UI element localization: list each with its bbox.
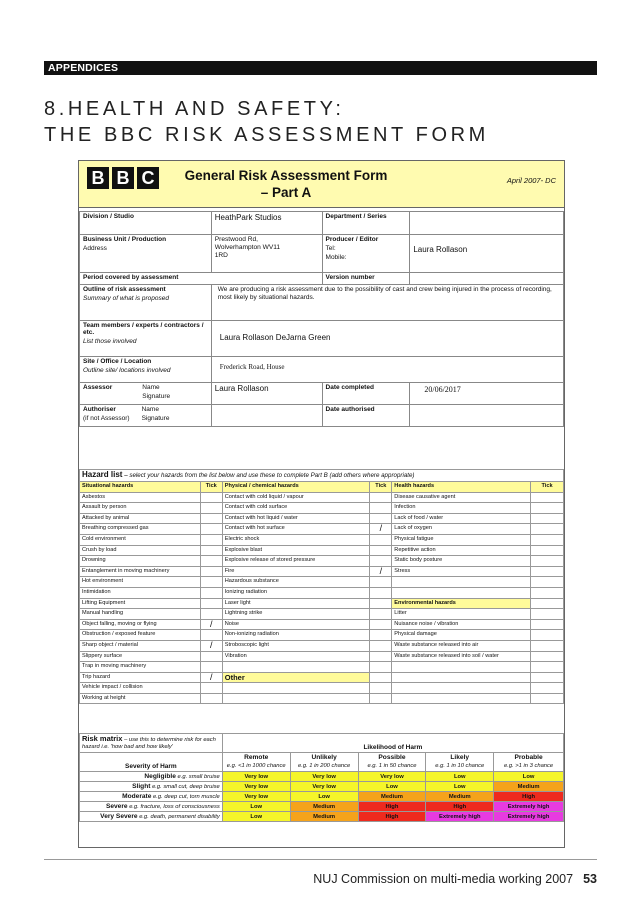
page-number: 53 bbox=[583, 872, 597, 886]
hazard-item: Stress bbox=[392, 566, 531, 577]
appendices-bar bbox=[44, 61, 597, 75]
department-value bbox=[410, 212, 564, 235]
hazard-list-title-row bbox=[80, 470, 564, 482]
severity-desc: e.g. small cut, deep bruise bbox=[152, 784, 220, 790]
authoriser-signature-label: Signature bbox=[141, 415, 170, 422]
risk-level-cell: Medium bbox=[494, 782, 564, 792]
hazard-tick-box[interactable] bbox=[531, 524, 564, 535]
hazard-item bbox=[392, 662, 531, 673]
hazard-item: Assault by person bbox=[80, 503, 201, 514]
hazard-item: Vehicle impact / collision bbox=[80, 683, 201, 694]
hazard-item bbox=[392, 672, 531, 683]
hazard-tick-box[interactable] bbox=[370, 640, 392, 651]
hazard-tick-box[interactable] bbox=[370, 672, 392, 683]
division-value: HeathPark Studios bbox=[211, 212, 322, 235]
form-date-code: April 2007- DC bbox=[506, 176, 556, 185]
likelihood-col-1 bbox=[290, 753, 358, 772]
risk-level-cell: Low bbox=[358, 782, 426, 792]
hazard-tick-box[interactable] bbox=[531, 609, 564, 620]
hazard-header-1: Tick bbox=[200, 482, 222, 493]
hazard-item: Working at height bbox=[80, 693, 201, 704]
risk-level-cell: Low bbox=[426, 772, 494, 782]
hazard-tick-box[interactable] bbox=[531, 513, 564, 524]
risk-level-cell: Very low bbox=[222, 772, 290, 782]
hazard-item: Other bbox=[222, 672, 370, 683]
risk-level-cell: Low bbox=[426, 782, 494, 792]
not-assessor-label: (if not Assessor) bbox=[83, 415, 130, 422]
assessor-value: Laura Rollason bbox=[211, 383, 322, 405]
form-header bbox=[79, 161, 564, 208]
hazard-tick-box[interactable] bbox=[200, 534, 222, 545]
likelihood-name: Probable bbox=[514, 754, 543, 761]
risk-matrix-title-cell bbox=[80, 734, 223, 753]
hazard-tick-box[interactable] bbox=[200, 503, 222, 514]
hazard-tick-box[interactable] bbox=[370, 651, 392, 662]
hazard-list-table bbox=[79, 469, 564, 704]
risk-matrix-row bbox=[80, 812, 564, 822]
likelihood-name: Unlikely bbox=[311, 754, 337, 761]
risk-matrix-table bbox=[79, 733, 564, 822]
likelihood-desc: e.g. 1 in 10 chance bbox=[435, 763, 485, 769]
team-cell bbox=[80, 321, 212, 357]
hazard-header-0: Situational hazards bbox=[80, 482, 201, 493]
site-value: Frederick Road, House bbox=[211, 357, 563, 383]
hazard-item: Sharp object / material bbox=[80, 640, 201, 651]
hazard-item: Intimidation bbox=[80, 587, 201, 598]
form-title-line1: General Risk Assessment Form bbox=[184, 168, 388, 183]
hazard-tick-box[interactable] bbox=[200, 545, 222, 556]
hazard-header-3: Tick bbox=[370, 482, 392, 493]
risk-level-cell: Medium bbox=[426, 792, 494, 802]
severity-name: Severe bbox=[105, 803, 128, 810]
hazard-tick-box[interactable]: / bbox=[370, 566, 392, 577]
hazard-item bbox=[392, 587, 531, 598]
hazard-tick-box[interactable] bbox=[200, 513, 222, 524]
likelihood-desc: e.g. >1 in 3 chance bbox=[504, 763, 554, 769]
hazard-item: Static body posture bbox=[392, 556, 531, 567]
hazard-item: Contact with cold surface bbox=[222, 503, 370, 514]
hazard-tick-box[interactable] bbox=[370, 492, 392, 503]
hazard-item: Contact with hot liquid / water bbox=[222, 513, 370, 524]
hazard-item: Crush by load bbox=[80, 545, 201, 556]
outline-cell bbox=[80, 285, 212, 321]
hazard-item: Infection bbox=[392, 503, 531, 514]
hazard-tick-box[interactable] bbox=[370, 630, 392, 641]
hazard-row bbox=[80, 577, 564, 588]
address-line3: 1RD bbox=[214, 252, 228, 259]
hazard-item: Environmental hazards bbox=[392, 598, 531, 609]
producer-cell bbox=[322, 235, 410, 273]
hazard-item: Entanglement in moving machinery bbox=[80, 566, 201, 577]
hazard-item: Nuisance noise / vibration bbox=[392, 619, 531, 630]
hazard-tick-box[interactable] bbox=[200, 566, 222, 577]
hazard-tick-box[interactable] bbox=[200, 651, 222, 662]
severity-name: Negligible bbox=[144, 773, 176, 780]
hazard-item: Ionizing radiation bbox=[222, 587, 370, 598]
severity-name: Moderate bbox=[122, 793, 152, 800]
risk-level-cell: Very low bbox=[290, 782, 358, 792]
hazard-row bbox=[80, 513, 564, 524]
team-label: Team members / experts / contractors / etc. bbox=[83, 322, 204, 336]
risk-matrix-row bbox=[80, 782, 564, 792]
hazard-tick-box[interactable] bbox=[531, 693, 564, 704]
address-line1: Prestwood Rd, bbox=[214, 236, 258, 243]
hazard-row bbox=[80, 587, 564, 598]
hazard-item: Asbestos bbox=[80, 492, 201, 503]
risk-matrix-title: Risk matrix bbox=[82, 734, 123, 743]
risk-level-cell: High bbox=[426, 802, 494, 812]
hazard-item: Lifting Equipment bbox=[80, 598, 201, 609]
hazard-item: Contact with cold liquid / vapour bbox=[222, 492, 370, 503]
hazard-item: Repetitive action bbox=[392, 545, 531, 556]
team-value: Laura Rollason DeJarna Green bbox=[211, 321, 563, 357]
hazard-tick-box[interactable] bbox=[370, 609, 392, 620]
site-cell bbox=[80, 357, 212, 383]
form-title bbox=[161, 167, 411, 201]
hazard-item: Physical damage bbox=[392, 630, 531, 641]
form-title-line2: – Part A bbox=[260, 185, 312, 200]
risk-level-cell: Medium bbox=[358, 792, 426, 802]
hazard-item: Stroboscopic light bbox=[222, 640, 370, 651]
hazard-tick-box[interactable] bbox=[200, 609, 222, 620]
authoriser-cell bbox=[80, 405, 212, 427]
version-value bbox=[410, 273, 564, 285]
outline-value: We are producing a risk assessment due to the possibility of cast and crew being injured in the process of recording, most likely by situational hazards. bbox=[211, 285, 563, 321]
assessor-signature-label: Signature bbox=[142, 393, 171, 400]
hazard-item: Attacked by animal bbox=[80, 513, 201, 524]
hazard-tick-box[interactable] bbox=[531, 640, 564, 651]
site-label: Site / Office / Location bbox=[83, 358, 152, 365]
outline-sub: Summary of what is proposed bbox=[83, 295, 169, 302]
severity-name: Very Severe bbox=[100, 813, 138, 820]
hazard-item: Waste substance released into air bbox=[392, 640, 531, 651]
hazard-item: Laser light bbox=[222, 598, 370, 609]
assessor-cell bbox=[80, 383, 212, 405]
hazard-tick-box[interactable] bbox=[370, 503, 392, 514]
hazard-tick-box[interactable] bbox=[531, 545, 564, 556]
bbc-logo-c: C bbox=[137, 167, 159, 189]
assessor-name-label: Name bbox=[142, 384, 160, 391]
part-a-details bbox=[79, 211, 564, 427]
hazard-row bbox=[80, 566, 564, 577]
hazard-item bbox=[222, 662, 370, 673]
date-authorised-value bbox=[410, 405, 564, 427]
hazard-item bbox=[392, 683, 531, 694]
severity-cell bbox=[80, 792, 223, 802]
hazard-item: Fire bbox=[222, 566, 370, 577]
hazard-tick-box[interactable] bbox=[370, 662, 392, 673]
hazard-tick-box[interactable] bbox=[200, 556, 222, 567]
hazard-tick-box[interactable]: / bbox=[200, 672, 222, 683]
hazard-item: Contact with hot surface bbox=[222, 524, 370, 535]
hazard-tick-box[interactable] bbox=[200, 683, 222, 694]
risk-level-cell: Very low bbox=[222, 792, 290, 802]
hazard-tick-box[interactable] bbox=[531, 503, 564, 514]
hazard-list-subtitle: – select your hazards from the list below and use these to complete Part B (add others where appropriate) bbox=[124, 472, 415, 480]
hazard-item: Disease causative agent bbox=[392, 492, 531, 503]
hazard-item bbox=[222, 683, 370, 694]
severity-desc: e.g. deep cut, torn muscle bbox=[153, 794, 220, 800]
hazard-header-5: Tick bbox=[531, 482, 564, 493]
hazard-item: Obstruction / exposed feature bbox=[80, 630, 201, 641]
hazard-tick-box[interactable] bbox=[531, 534, 564, 545]
hazard-row bbox=[80, 693, 564, 704]
hazard-item bbox=[392, 693, 531, 704]
hazard-item: Vibration bbox=[222, 651, 370, 662]
hazard-row bbox=[80, 492, 564, 503]
hazard-tick-box[interactable] bbox=[200, 630, 222, 641]
risk-level-cell: Very low bbox=[358, 772, 426, 782]
risk-level-cell: Medium bbox=[290, 802, 358, 812]
severity-name: Slight bbox=[132, 783, 151, 790]
risk-level-cell: High bbox=[358, 802, 426, 812]
risk-assessment-form bbox=[78, 160, 565, 848]
tel-label: Tel: bbox=[325, 245, 336, 252]
hazard-row bbox=[80, 503, 564, 514]
likelihood-col-0 bbox=[222, 753, 290, 772]
hazard-tick-box[interactable] bbox=[370, 534, 392, 545]
business-unit-cell bbox=[80, 235, 212, 273]
hazard-tick-box[interactable] bbox=[531, 556, 564, 567]
hazard-tick-box[interactable]: / bbox=[200, 640, 222, 651]
hazard-tick-box[interactable] bbox=[370, 545, 392, 556]
mobile-label: Mobile: bbox=[325, 254, 347, 261]
hazard-item: Hazardous substance bbox=[222, 577, 370, 588]
authoriser-name-label: Name bbox=[141, 406, 159, 413]
severity-desc: e.g. death, permanent disability bbox=[139, 814, 220, 820]
hazard-item bbox=[222, 693, 370, 704]
risk-level-cell: Extremely high bbox=[494, 802, 564, 812]
risk-level-cell: Low bbox=[494, 772, 564, 782]
risk-matrix-subtitle: – use this to determine risk for each hazard i.e. 'how bad and how likely' bbox=[82, 737, 216, 750]
risk-level-cell: High bbox=[358, 812, 426, 822]
bbc-logo-b1: B bbox=[87, 167, 109, 189]
hazard-tick-box[interactable] bbox=[531, 630, 564, 641]
version-label: Version number bbox=[322, 273, 410, 285]
likelihood-desc: e.g. 1 in 50 chance bbox=[367, 763, 417, 769]
hazard-tick-box[interactable] bbox=[200, 587, 222, 598]
hazard-tick-box[interactable] bbox=[370, 683, 392, 694]
risk-matrix-row bbox=[80, 802, 564, 812]
section-title-line1: 8.HEALTH AND SAFETY: bbox=[44, 98, 345, 120]
severity-cell bbox=[80, 772, 223, 782]
hazard-item: Cold environment bbox=[80, 534, 201, 545]
likelihood-col-2 bbox=[358, 753, 426, 772]
hazard-item: Non-ionizing radiation bbox=[222, 630, 370, 641]
hazard-tick-box[interactable] bbox=[531, 662, 564, 673]
hazard-row bbox=[80, 598, 564, 609]
severity-desc: e.g. fracture, loss of consciousness bbox=[129, 804, 220, 810]
section-title-line2: THE BBC RISK ASSESSMENT FORM bbox=[44, 124, 489, 146]
hazard-tick-box[interactable] bbox=[531, 566, 564, 577]
hazard-tick-box[interactable] bbox=[370, 598, 392, 609]
hazard-tick-box[interactable] bbox=[370, 619, 392, 630]
hazard-item: Physical fatigue bbox=[392, 534, 531, 545]
hazard-tick-box[interactable] bbox=[370, 513, 392, 524]
hazard-header-2: Physical / chemical hazards bbox=[222, 482, 370, 493]
hazard-tick-box[interactable] bbox=[531, 587, 564, 598]
hazard-row bbox=[80, 556, 564, 567]
likelihood-col-3 bbox=[426, 753, 494, 772]
hazard-tick-box[interactable] bbox=[531, 492, 564, 503]
hazard-header-4: Health hazards bbox=[392, 482, 531, 493]
hazard-item: Explosive blast bbox=[222, 545, 370, 556]
severity-label: Severity of Harm bbox=[80, 753, 223, 772]
risk-matrix-header bbox=[80, 753, 564, 772]
hazard-item: Hot environment bbox=[80, 577, 201, 588]
assessor-name-sig bbox=[142, 384, 170, 400]
producer-label: Producer / Editor bbox=[325, 236, 379, 243]
hazard-row bbox=[80, 619, 564, 630]
hazard-row bbox=[80, 683, 564, 694]
hazard-tick-box[interactable] bbox=[531, 577, 564, 588]
risk-level-cell: Very low bbox=[222, 782, 290, 792]
hazard-tick-box[interactable] bbox=[200, 492, 222, 503]
hazard-row bbox=[80, 524, 564, 535]
hazard-item bbox=[392, 577, 531, 588]
hazard-tick-box[interactable] bbox=[370, 587, 392, 598]
date-completed-value: 20/06/2017 bbox=[410, 383, 564, 405]
hazard-item: Lightning strike bbox=[222, 609, 370, 620]
hazard-item: Trap in moving machinery bbox=[80, 662, 201, 673]
risk-level-cell: Low bbox=[222, 812, 290, 822]
hazard-tick-box[interactable] bbox=[200, 577, 222, 588]
likelihood-label: Likelihood of Harm bbox=[222, 734, 563, 753]
hazard-tick-box[interactable] bbox=[531, 651, 564, 662]
hazard-tick-box[interactable] bbox=[370, 577, 392, 588]
hazard-row bbox=[80, 545, 564, 556]
hazard-item: Manual handling bbox=[80, 609, 201, 620]
risk-level-cell: Extremely high bbox=[494, 812, 564, 822]
hazard-tick-box[interactable] bbox=[200, 693, 222, 704]
hazard-row bbox=[80, 662, 564, 673]
hazard-row bbox=[80, 630, 564, 641]
address-value bbox=[211, 235, 322, 273]
hazard-item: Lack of food / water bbox=[392, 513, 531, 524]
likelihood-name: Possible bbox=[378, 754, 406, 761]
business-unit-label: Business Unit / Production bbox=[83, 236, 167, 243]
likelihood-name: Likely bbox=[450, 754, 470, 761]
department-label: Department / Series bbox=[322, 212, 410, 235]
likelihood-col-4 bbox=[494, 753, 564, 772]
likelihood-name: Remote bbox=[244, 754, 269, 761]
risk-level-cell: High bbox=[494, 792, 564, 802]
division-label: Division / Studio bbox=[80, 212, 212, 235]
hazard-tick-box[interactable] bbox=[531, 683, 564, 694]
site-sub: Outline site/ locations involved bbox=[83, 367, 171, 374]
hazard-item: Slippery surface bbox=[80, 651, 201, 662]
address-line2: Wolverhampton WV11 bbox=[214, 244, 281, 251]
hazard-item: Trip hazard bbox=[80, 672, 201, 683]
hazard-list-title: Hazard list bbox=[82, 470, 123, 480]
hazard-list-header bbox=[80, 482, 564, 493]
risk-level-cell: Medium bbox=[290, 812, 358, 822]
hazard-row bbox=[80, 651, 564, 662]
authoriser-value bbox=[211, 405, 322, 427]
hazard-tick-box[interactable] bbox=[370, 693, 392, 704]
hazard-tick-box[interactable] bbox=[370, 556, 392, 567]
assessor-label: Assessor bbox=[83, 384, 113, 391]
date-authorised-label: Date authorised bbox=[322, 405, 410, 427]
risk-level-cell: Low bbox=[290, 792, 358, 802]
severity-cell bbox=[80, 812, 223, 822]
hazard-row bbox=[80, 640, 564, 651]
hazard-row bbox=[80, 672, 564, 683]
hazard-tick-box[interactable]: / bbox=[200, 619, 222, 630]
hazard-tick-box[interactable]: / bbox=[370, 524, 392, 535]
date-completed-label: Date completed bbox=[322, 383, 410, 405]
period-label: Period covered by assessment bbox=[80, 273, 323, 285]
hazard-item: Breathing compressed gas bbox=[80, 524, 201, 535]
severity-desc: e.g. small bruise bbox=[177, 774, 220, 780]
footer-text: NUJ Commission on multi-media working 2007 bbox=[313, 872, 574, 886]
bbc-logo-b2: B bbox=[112, 167, 134, 189]
risk-level-cell: Extremely high bbox=[426, 812, 494, 822]
authoriser-name-sig bbox=[142, 406, 170, 422]
risk-matrix-row bbox=[80, 772, 564, 782]
hazard-tick-box[interactable] bbox=[200, 598, 222, 609]
risk-matrix-row bbox=[80, 792, 564, 802]
hazard-tick-box[interactable] bbox=[200, 662, 222, 673]
severity-cell bbox=[80, 782, 223, 792]
hazard-row bbox=[80, 534, 564, 545]
risk-level-cell: Very low bbox=[290, 772, 358, 782]
likelihood-desc: e.g. 1 in 200 chance bbox=[298, 763, 351, 769]
severity-cell bbox=[80, 802, 223, 812]
outline-label: Outline of risk assessment bbox=[83, 286, 166, 293]
page-footer bbox=[313, 872, 597, 886]
hazard-item: Drowning bbox=[80, 556, 201, 567]
hazard-item: Litter bbox=[392, 609, 531, 620]
risk-level-cell: Low bbox=[222, 802, 290, 812]
hazard-item: Object falling, moving or flying bbox=[80, 619, 201, 630]
hazard-tick-box[interactable] bbox=[531, 598, 564, 609]
hazard-tick-box[interactable] bbox=[200, 524, 222, 535]
hazard-item: Waste substance released into soil / water bbox=[392, 651, 531, 662]
address-label: Address bbox=[83, 245, 107, 252]
team-sub: List those involved bbox=[83, 338, 137, 345]
hazard-tick-box[interactable] bbox=[531, 619, 564, 630]
footer-divider bbox=[44, 859, 597, 860]
producer-value: Laura Rollason bbox=[410, 235, 564, 273]
hazard-item: Electric shock bbox=[222, 534, 370, 545]
authoriser-label: Authoriser bbox=[83, 406, 116, 413]
hazard-tick-box[interactable] bbox=[531, 672, 564, 683]
appendices-label: APPENDICES bbox=[48, 62, 119, 74]
hazard-item: Lack of oxygen bbox=[392, 524, 531, 535]
likelihood-desc: e.g. <1 in 1000 chance bbox=[226, 763, 286, 769]
hazard-row bbox=[80, 609, 564, 620]
hazard-item: Noise bbox=[222, 619, 370, 630]
hazard-item: Explosive release of stored pressure bbox=[222, 556, 370, 567]
